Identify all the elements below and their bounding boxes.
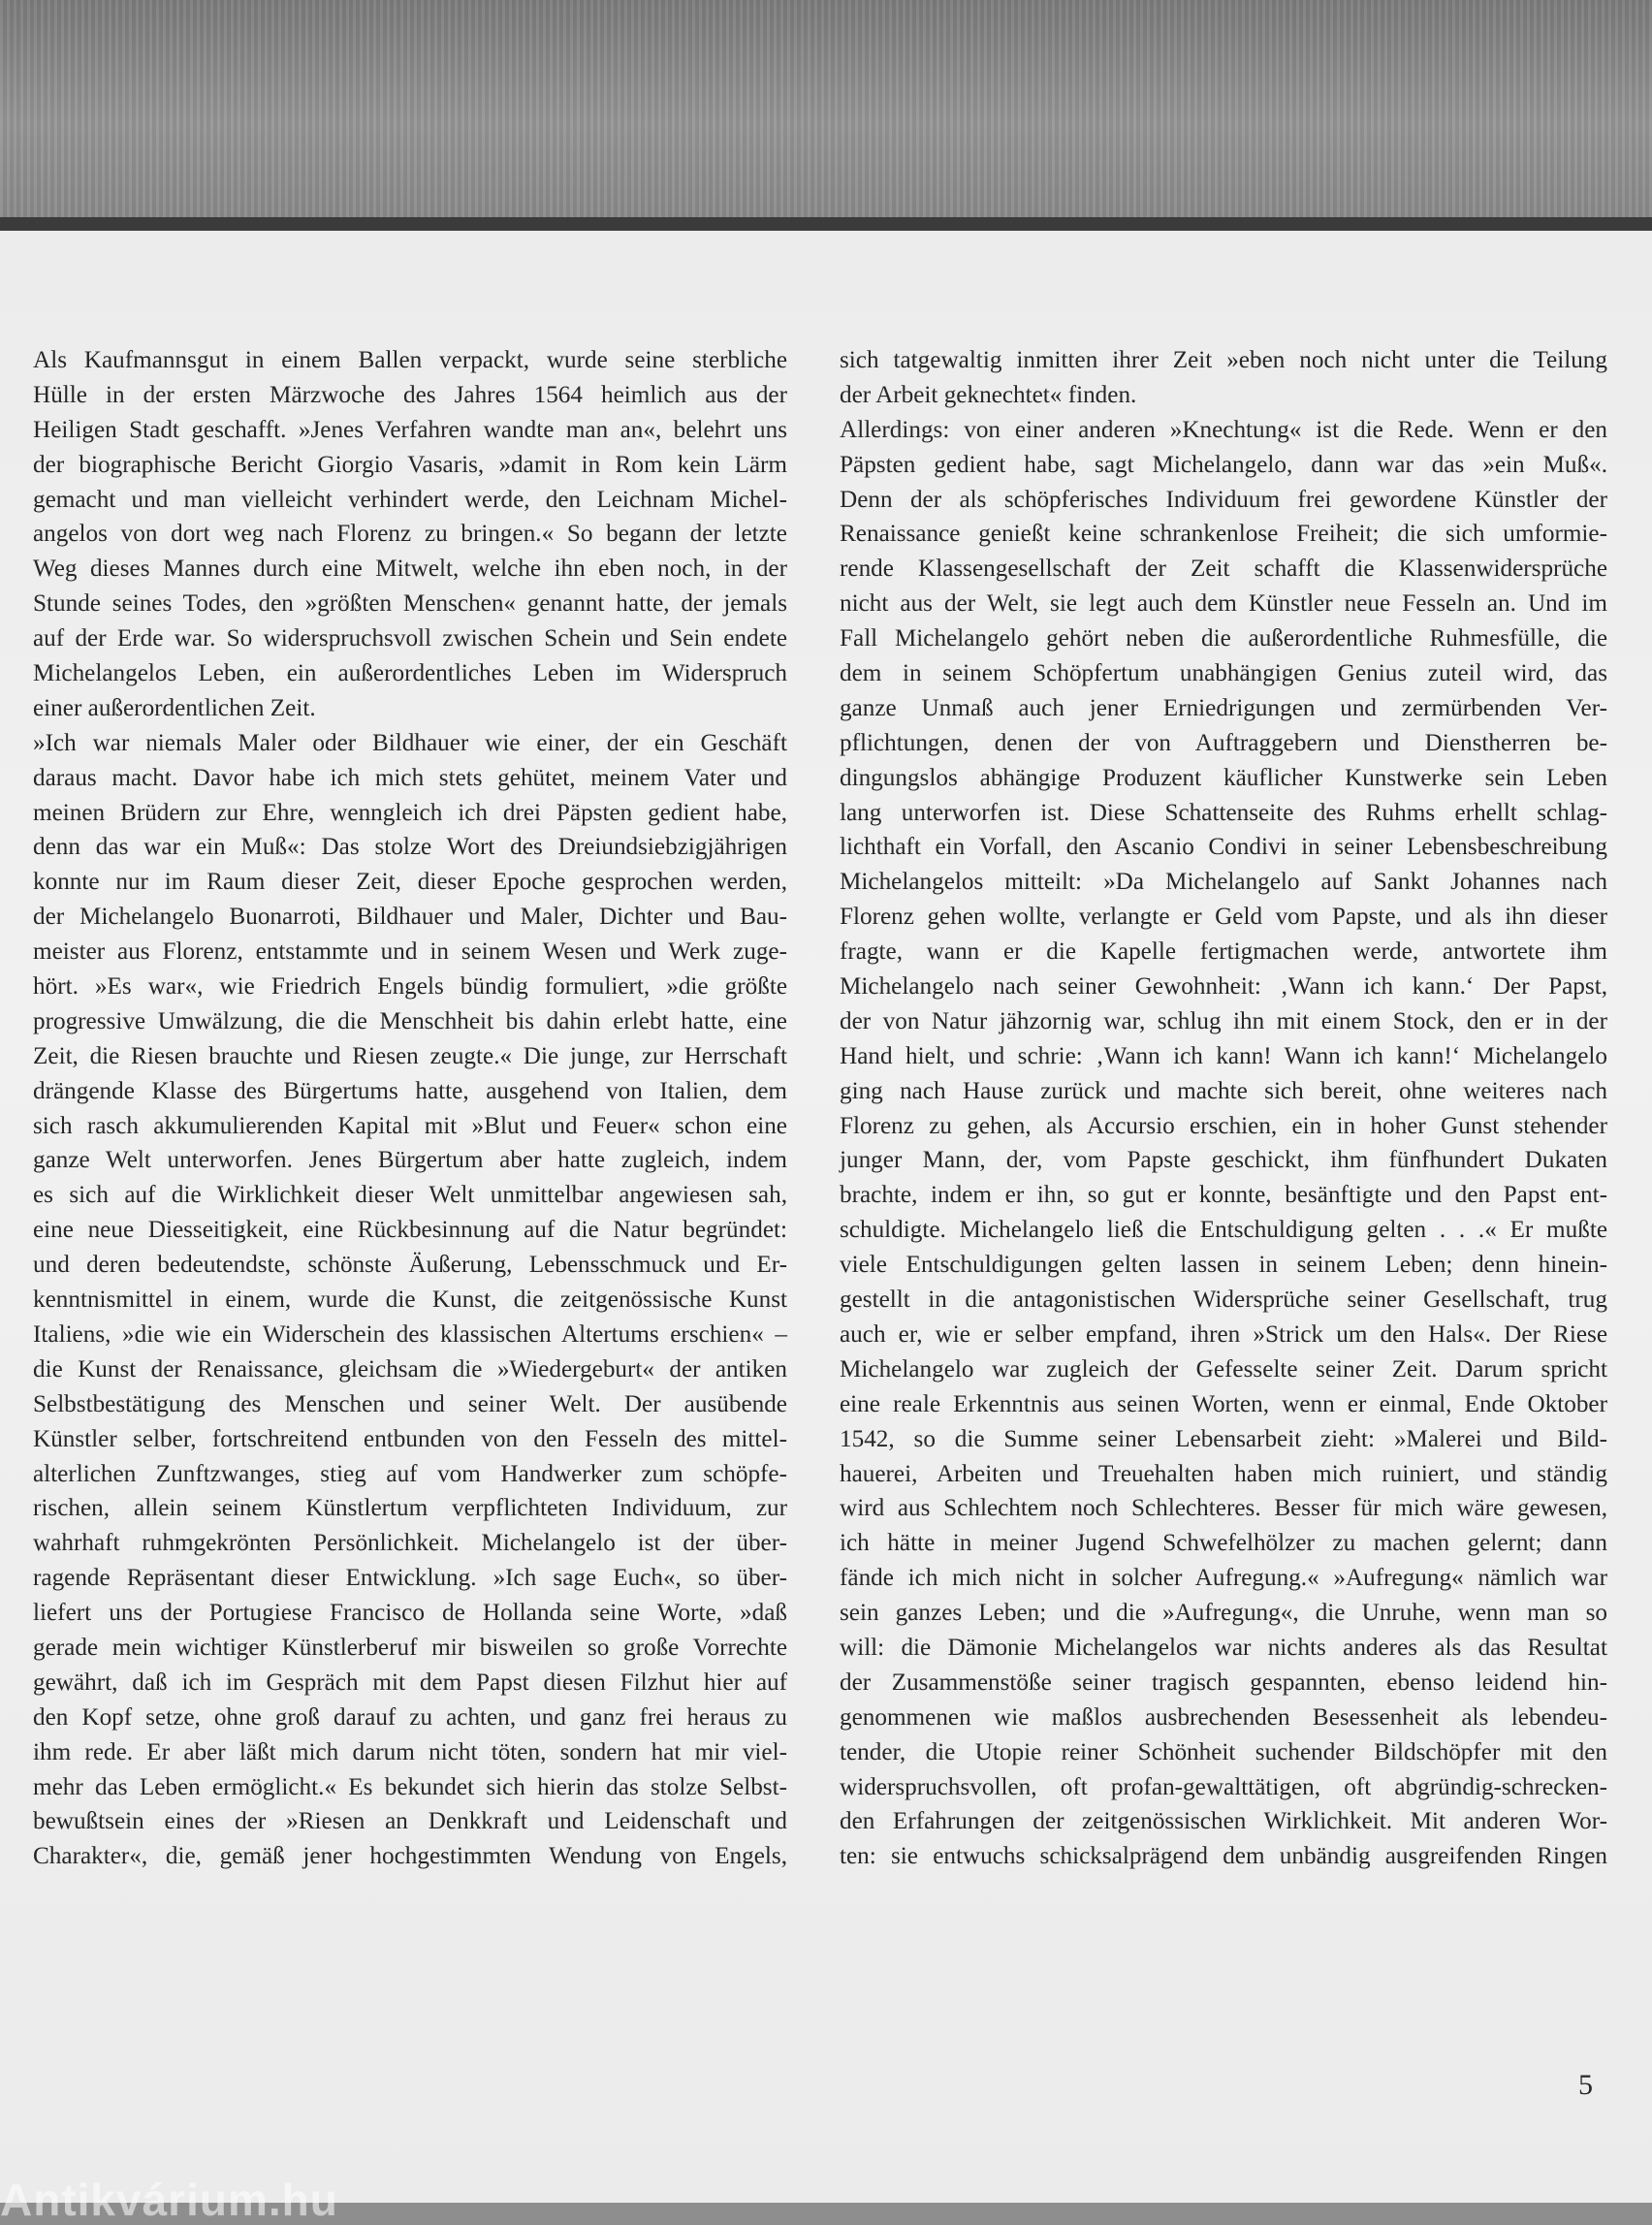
- text-line: Italiens, »die wie ein Widerschein des klassischen Altertums erschien« –: [33, 1320, 787, 1348]
- text-line: hört. »Es war«, wie Friedrich Engels bündig formuliert, »die größte: [33, 973, 787, 1001]
- text-line: eine neue Diesseitigkeit, eine Rückbesinnung auf die Natur begründet:: [33, 1217, 787, 1244]
- text-line: Zeit, die Riesen brauchte und Riesen zeugte.« Die junge, zur Herrschaft: [33, 1042, 787, 1069]
- text-line: auch er, wie er selber empfand, ihren »Strick um den Hals«. Der Riese: [840, 1320, 1607, 1348]
- text-line: brachte, indem er ihn, so gut er konnte, besänftigte und den Papst ent-: [840, 1182, 1607, 1209]
- text-line: daraus macht. Davor habe ich mich stets gehütet, meinem Vater und: [33, 764, 787, 791]
- right-text-column: [840, 343, 1607, 1874]
- background-surface: [0, 0, 1652, 225]
- text-line: ich hätte in meiner Jugend Schwefelhölzer zu machen gelernt; dann: [840, 1530, 1607, 1557]
- text-line: Künstler selber, fortschreitend entbunden von den Fesseln des mittel-: [33, 1425, 787, 1452]
- text-line: der biographische Bericht Giorgio Vasaris, »damit in Rom kein Lärm: [33, 451, 787, 478]
- text-line: Hand hielt, und schrie: ‚Wann ich kann! Wann ich kann!‘ Michelangelo: [840, 1042, 1607, 1069]
- text-line: Michelangelos mitteilt: »Da Michelangelo auf Sankt Johannes nach: [840, 869, 1607, 896]
- text-line: Stunde seines Todes, den »größten Menschen« genannt hatte, der jemals: [33, 590, 787, 618]
- text-line: konnte nur im Raum dieser Zeit, dieser Epoche gesprochen werden,: [33, 869, 787, 896]
- text-line: mehr das Leben ermöglicht.« Es bekundet sich hierin das stolze Selbst-: [33, 1773, 787, 1800]
- text-line: den Kopf setze, ohne groß darauf zu achten, und ganz frei heraus zu: [33, 1703, 787, 1731]
- text-line: nicht aus der Welt, sie legt auch dem Künstler neue Fesseln an. Und im: [840, 590, 1607, 618]
- text-line: gestellt in die antagonistischen Widersprüche seiner Gesellschaft, trug: [840, 1287, 1607, 1314]
- text-line: Denn der als schöpferisches Individuum frei gewordene Künstler der: [840, 486, 1607, 513]
- text-line: gemacht und man vielleicht verhindert werde, den Leichnam Michel-: [33, 486, 787, 513]
- text-line: 1542, so die Summe seiner Lebensarbeit zieht: »Malerei und Bild-: [840, 1425, 1607, 1452]
- text-line: einer außerordentlichen Zeit.: [33, 694, 316, 721]
- text-line: angelos von dort weg nach Florenz zu bringen.« So begann der letzte: [33, 521, 787, 548]
- text-line: sein ganzes Leben; und die »Aufregung«, die Unruhe, wenn man so: [840, 1600, 1607, 1627]
- text-line: sich rasch akkumulierenden Kapital mit »Blut und Feuer« schon eine: [33, 1112, 787, 1139]
- text-line: hauerei, Arbeiten und Treuehalten haben mich ruiniert, und ständig: [840, 1460, 1607, 1487]
- text-line: genommenen wie maßlos ausbrechenden Besessenheit als lebendeu-: [840, 1703, 1607, 1731]
- text-line: rende Klassengesellschaft der Zeit schafft die Klassenwidersprüche: [840, 556, 1607, 583]
- text-line: gewährt, daß ich im Gespräch mit dem Papst diesen Filzhut hier auf: [33, 1669, 787, 1696]
- text-line: Fall Michelangelo gehört neben die außerordentliche Ruhmesfülle, die: [840, 625, 1607, 652]
- text-line: fände ich mich nicht in solcher Aufregung.« »Aufregung« nämlich war: [840, 1565, 1607, 1592]
- text-line: Florenz gehen wollte, verlangte er Geld vom Papste, und als ihn dieser: [840, 904, 1607, 931]
- text-line: Hülle in der ersten Märzwoche des Jahres 1564 heimlich aus der: [33, 381, 787, 408]
- text-line: denn das war ein Muß«: Das stolze Wort des Dreiundsiebzigjährigen: [33, 834, 787, 861]
- text-line: pflichtungen, denen der von Auftraggebern und Dienstherren be-: [840, 729, 1607, 756]
- text-line: sich tatgewaltig inmitten ihrer Zeit »eben noch nicht unter die Teilung: [840, 347, 1607, 373]
- book-page: [0, 231, 1652, 2203]
- text-line: ragende Repräsentant dieser Entwicklung. »Ich sage Euch«, so über-: [33, 1565, 787, 1592]
- left-text-column: [33, 343, 787, 1874]
- text-line: ihm rede. Er aber läßt mich darum nicht töten, sondern hat mir viel-: [33, 1738, 787, 1765]
- text-line: ten: sie entwuchs schicksalprägend dem unbändig ausgreifenden Ringen: [840, 1843, 1607, 1870]
- text-line: dem in seinem Schöpfertum unabhängigen Genius zuteil wird, das: [840, 660, 1607, 687]
- text-line: widerspruchsvollen, oft profan-gewalttätigen, oft abgründig-schrecken-: [840, 1773, 1607, 1800]
- text-line: der Arbeit geknechtet« finden.: [840, 381, 1137, 408]
- text-line: eine reale Erkenntnis aus seinen Worten, wenn er einmal, Ende Oktober: [840, 1390, 1607, 1417]
- text-line: der von Natur jähzornig war, schlug ihn mit einem Stock, den er in der: [840, 1007, 1607, 1034]
- text-line: Päpsten gedient habe, sagt Michelangelo, dann war das »ein Muß«.: [840, 451, 1607, 478]
- text-line: meister aus Florenz, entstammte und in seinem Wesen und Werk zuge-: [33, 938, 787, 966]
- text-line: Weg dieses Mannes durch eine Mitwelt, welche ihn eben noch, in der: [33, 556, 787, 583]
- text-line: Allerdings: von einer anderen »Knechtung« ist die Rede. Wenn er den: [840, 416, 1607, 443]
- text-line: Heiligen Stadt geschafft. »Jenes Verfahren wandte man an«, belehrt uns: [33, 416, 787, 443]
- text-line: wahrhaft ruhmgekrönten Persönlichkeit. Michelangelo ist der über-: [33, 1530, 787, 1557]
- text-line: lichthaft ein Vorfall, den Ascanio Condivi in seiner Lebensbeschreibung: [840, 834, 1607, 861]
- watermark-text: Antikvárium.hu: [0, 2175, 338, 2225]
- text-line: Renaissance genießt keine schrankenlose Freiheit; die sich umformie-: [840, 521, 1607, 548]
- text-line: Als Kaufmannsgut in einem Ballen verpackt, wurde seine sterbliche: [33, 347, 787, 373]
- text-line: den Erfahrungen der zeitgenössischen Wirklichkeit. Mit anderen Wor-: [840, 1808, 1607, 1835]
- text-line: Michelangelos Leben, ein außerordentliches Leben im Widerspruch: [33, 660, 787, 687]
- text-line: alterlichen Zunftzwanges, stieg auf vom Handwerker zum schöpfe-: [33, 1460, 787, 1487]
- text-line: schuldigte. Michelangelo ließ die Entschuldigung gelten . . .« Er mußte: [840, 1217, 1607, 1244]
- text-line: gerade mein wichtiger Künstlerberuf mir bisweilen so große Vorrechte: [33, 1634, 787, 1661]
- text-line: will: die Dämonie Michelangelos war nichts anderes als das Resultat: [840, 1634, 1607, 1661]
- text-line: liefert uns der Portugiese Francisco de Hollanda seine Worte, »daß: [33, 1600, 787, 1627]
- text-line: Michelangelo war zugleich der Gefesselte seiner Zeit. Darum spricht: [840, 1355, 1607, 1383]
- text-line: viele Entschuldigungen gelten lassen in seinem Leben; denn hinein-: [840, 1252, 1607, 1279]
- text-line: es sich auf die Wirklichkeit dieser Welt unmittelbar angewiesen sah,: [33, 1182, 787, 1209]
- text-line: kenntnismittel in einem, wurde die Kunst, die zeitgenössische Kunst: [33, 1287, 787, 1314]
- text-line: Selbstbestätigung des Menschen und seiner Welt. Der ausübende: [33, 1390, 787, 1417]
- text-line: fragte, wann er die Kapelle fertigmachen werde, antwortete ihm: [840, 938, 1607, 966]
- text-line: dingungslos abhängige Produzent käuflicher Kunstwerke sein Leben: [840, 764, 1607, 791]
- text-line: tender, die Utopie reiner Schönheit suchender Bildschöpfer mit den: [840, 1738, 1607, 1765]
- text-line: Charakter«, die, gemäß jener hochgestimmten Wendung von Engels,: [33, 1843, 787, 1870]
- text-line: progressive Umwälzung, die die Menschheit bis dahin erlebt hatte, eine: [33, 1007, 787, 1034]
- text-line: die Kunst der Renaissance, gleichsam die »Wiedergeburt« der antiken: [33, 1355, 787, 1383]
- text-line: meinen Brüdern zur Ehre, wenngleich ich drei Päpsten gedient habe,: [33, 799, 787, 826]
- text-line: Michelangelo nach seiner Gewohnheit: ‚Wann ich kann.‘ Der Papst,: [840, 973, 1607, 1001]
- text-line: lang unterworfen ist. Diese Schattenseite des Ruhms erhellt schlag-: [840, 799, 1607, 826]
- text-line: auf der Erde war. So widerspruchsvoll zwischen Schein und Sein endete: [33, 625, 787, 652]
- text-line: ganze Welt unterworfen. Jenes Bürgertum aber hatte zugleich, indem: [33, 1147, 787, 1174]
- text-line: der Zusammenstöße seiner tragisch gespannten, ebenso leidend hin-: [840, 1669, 1607, 1696]
- text-line: drängende Klasse des Bürgertums hatte, ausgehend von Italien, dem: [33, 1077, 787, 1104]
- text-line: ganze Unmaß auch jener Erniedrigungen und zermürbenden Ver-: [840, 694, 1607, 721]
- text-line: bewußtsein eines der »Riesen an Denkkraft und Leidenschaft und: [33, 1808, 787, 1835]
- text-line: rischen, allein seinem Künstlertum verpflichteten Individuum, zur: [33, 1495, 787, 1522]
- text-line: ging nach Hause zurück und machte sich bereit, ohne weiteres nach: [840, 1077, 1607, 1104]
- text-line: wird aus Schlechtem noch Schlechteres. Besser für mich wäre gewesen,: [840, 1495, 1607, 1522]
- text-line: und deren bedeutendste, schönste Äußerung, Lebensschmuck und Er-: [33, 1252, 787, 1279]
- page-number: 5: [1578, 2069, 1593, 2101]
- text-line: Florenz zu gehen, als Accursio erschien, ein in hoher Gunst stehender: [840, 1112, 1607, 1139]
- text-line: der Michelangelo Buonarroti, Bildhauer und Maler, Dichter und Bau-: [33, 904, 787, 931]
- text-line: junger Mann, der, vom Papste geschickt, ihm fünfhundert Dukaten: [840, 1147, 1607, 1174]
- text-line: »Ich war niemals Maler oder Bildhauer wie einer, der ein Geschäft: [33, 729, 787, 756]
